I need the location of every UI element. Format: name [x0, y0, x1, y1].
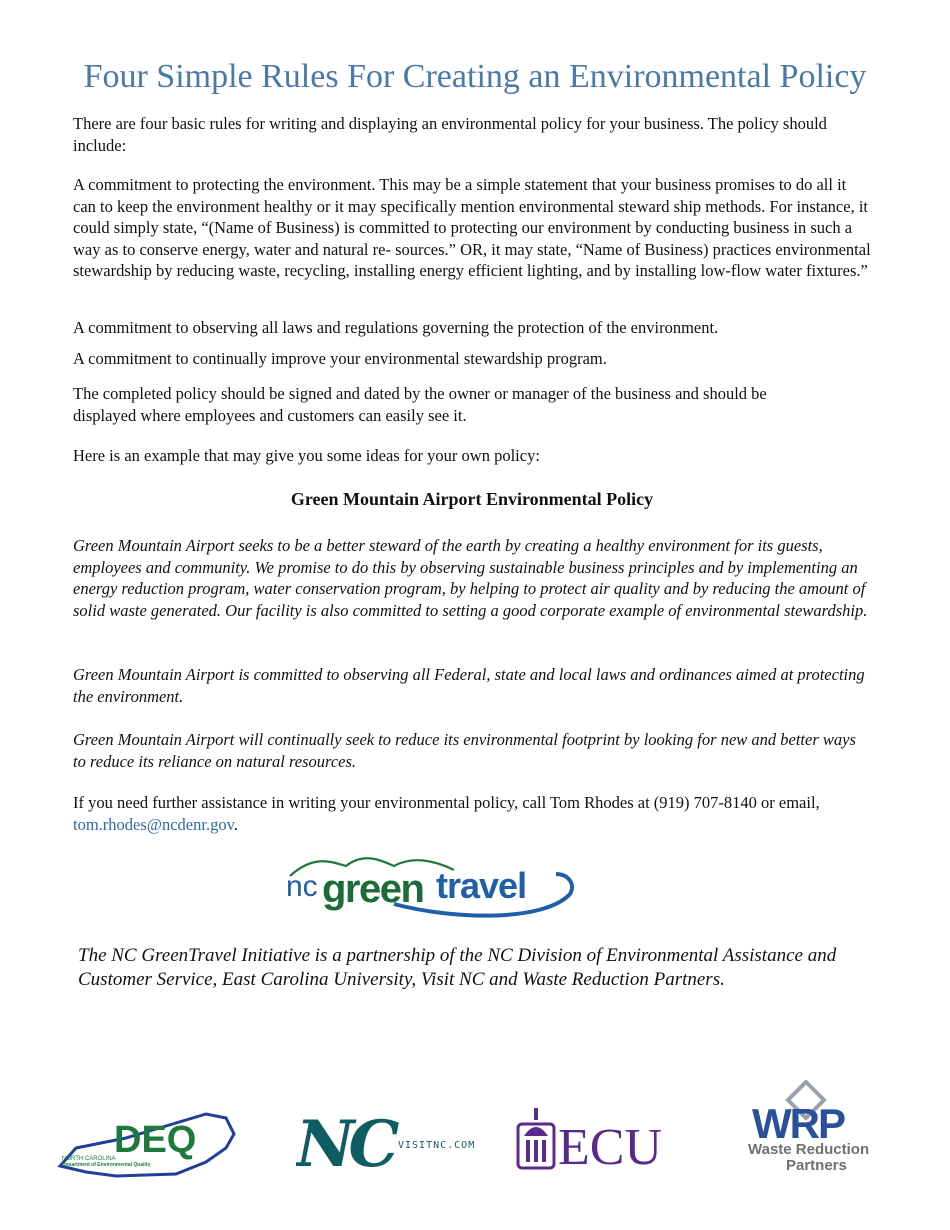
logo-nc: nc [286, 870, 318, 903]
policy-paragraph-1: Green Mountain Airport seeks to be a better steward of the earth by creating a healthy environment for its guests, employees and community. We promise to do this by observing sustainable business principles and by implementing an energy reduction program, water conservation program, by helping to protect air quality and by reducing the amount of solid waste generated. Our facility is also committed to setting a good corporate example of environmental stewardship. [73, 536, 868, 620]
ecu-cupola-icon [518, 1108, 554, 1168]
intro-paragraph: There are four basic rules for writing and displaying an environmental policy for your business. The policy should include: [73, 114, 827, 155]
wrp-line-2: Partners [786, 1157, 847, 1174]
rule-2: A commitment to observing all laws and regulations governing the protection of the environment. [73, 318, 719, 337]
page-title: Four Simple Rules For Creating an Environmental Policy [83, 58, 867, 95]
rule-4: The completed policy should be signed and dated by the owner or manager of the business and should be displayed where employees and customers can easily see it. [73, 384, 767, 425]
contact-text: If you need further assistance in writing your environmental policy, call Tom Rhodes at (919) 707-8140 or email, [73, 793, 820, 812]
policy-paragraph-2: Green Mountain Airport is committed to observing all Federal, state and local laws and ordinances aimed at protecting the environment. [73, 665, 865, 706]
contact-paragraph [73, 792, 833, 835]
contact-end: . [233, 814, 238, 834]
ecu-logo [514, 1106, 688, 1172]
deq-logo [56, 1108, 240, 1180]
visitnc-logo [296, 1100, 480, 1180]
email-link[interactable]: tom.rhodes@ncdenr.gov [73, 814, 234, 834]
visitnc-url: VISITNC.COM [398, 1140, 476, 1151]
footer-text: The NC GreenTravel Initiative is a partnership of the NC Division of Environmental Assistance and Customer Service, East Carolina University, Visit NC and Waste Reduction Partners. [78, 945, 837, 990]
wrp-text: WRP [752, 1100, 844, 1147]
wrp-logo [746, 1080, 896, 1176]
deq-state: NORTH CAROLINA [62, 1156, 116, 1162]
deq-dept: Department of Environmental Quality [62, 1162, 151, 1168]
nc-mark: NC [296, 1107, 394, 1180]
rule-1: A commitment to protecting the environment. This may be a simple statement that your business promises to do all it can to keep the environment healthy or it may specifically mention environmental steward ship methods. For instance, it could simply state, “(Name of Business) is committed to protecting our environment by conducting business in such a way as to conserve energy, water and natural re- sources.” OR, it may state, “Name of Business) practices environmental stewardship by reducing waste, recycling, installing energy efficient lighting, and by installing low-flow water fixtures.” [73, 175, 871, 281]
ncgreentravel-logo [284, 852, 576, 922]
logo-green: green [322, 867, 424, 911]
ecu-text: ECU [558, 1119, 662, 1172]
wrp-line-1: Waste Reduction [748, 1141, 870, 1158]
logo-travel: travel [436, 865, 527, 906]
deq-text: DEQ [114, 1119, 197, 1161]
policy-heading: Green Mountain Airport Environmental Policy [290, 489, 654, 509]
rule-3: A commitment to continually improve your environmental stewardship program. [73, 349, 607, 368]
example-intro: Here is an example that may give you some ideas for your own policy: [73, 446, 540, 465]
policy-paragraph-3: Green Mountain Airport will continually seek to reduce its environmental footprint by looking for new and better ways to reduce its reliance on natural resources. [73, 730, 856, 771]
